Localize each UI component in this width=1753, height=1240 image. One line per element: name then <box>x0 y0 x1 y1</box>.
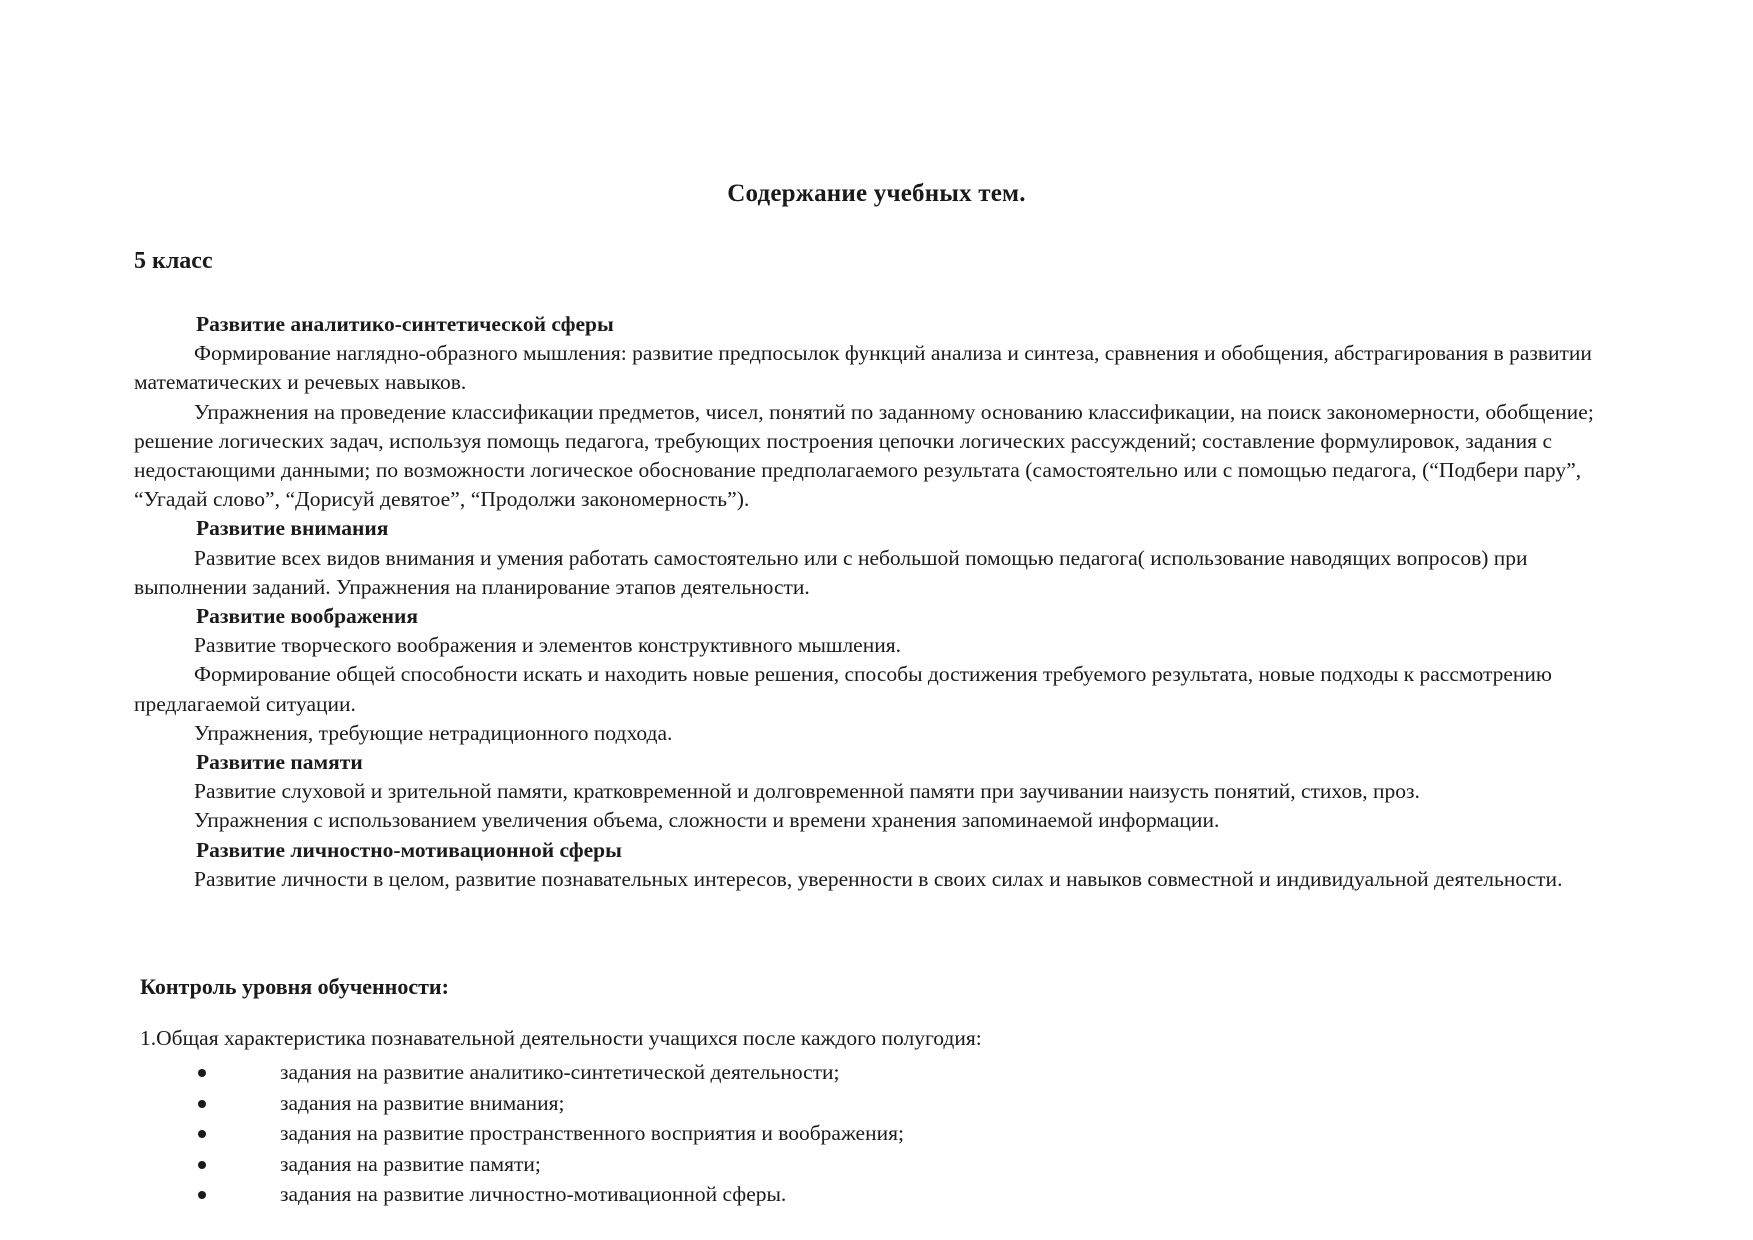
list-item <box>140 1088 904 1119</box>
topics-content <box>134 310 1634 894</box>
section-heading: Развитие личностно-мотивационной сферы <box>196 837 622 862</box>
list-item-text: задания на развитие внимания; <box>280 1090 565 1115</box>
section-heading: Развитие памяти <box>196 750 363 775</box>
paragraph: Упражнения, требующие нетрадиционного подхода. <box>194 720 673 745</box>
section-heading: Развитие внимания <box>196 516 389 541</box>
control-list <box>140 1057 904 1210</box>
page-title: Содержание учебных тем. <box>727 180 1026 207</box>
list-item-text: задания на развитие памяти; <box>280 1151 541 1176</box>
paragraph: Формирование наглядно-образного мышления: развитие предпосылок функций анализа и синтеза, сравнения и обобщения, абстрагирования в развитии математических и речевых навыков. <box>134 341 1592 395</box>
control-intro: 1.Общая характеристика познавательной деятельности учащихся после каждого полугодия: <box>140 1026 982 1050</box>
list-item <box>140 1149 904 1180</box>
list-item <box>140 1057 904 1088</box>
bullet-icon <box>198 1100 206 1108</box>
paragraph: Упражнения на проведение классификации предметов, чисел, понятий по заданному основанию классификации, на поиск закономерности, обобщение; решение логических задач, используя помощь педагога, требующих построения цепочки логических рассуждений; составление формулировок, задания с недостающими данными; по возможности логическое обоснование предполагаемого результата (самостоятельно или с помощью педагога, (“Подбери пару”, “Угадай слово”, “Дорисуй девятое”, “Продолжи закономерность”). <box>134 399 1594 512</box>
list-item <box>140 1118 904 1149</box>
section-heading: Развитие воображения <box>196 604 419 629</box>
section-heading: Развитие аналитико-синтетической сферы <box>196 312 614 336</box>
list-item <box>140 1179 904 1210</box>
list-item-text: задания на развитие пространственного восприятия и воображения; <box>280 1121 904 1145</box>
grade-heading: 5 класс <box>134 248 213 274</box>
list-item-text: задания на развитие личностно-мотивационной сферы. <box>280 1182 787 1206</box>
paragraph: Развитие слуховой и зрительной памяти, кратковременной и долговременной памяти при заучивании наизусть понятий, стихов, проз. <box>194 779 1420 804</box>
bullet-icon <box>198 1130 206 1138</box>
paragraph: Формирование общей способности искать и находить новые решения, способы достижения требуемого результата, новые подходы к рассмотрению предлагаемой ситуации. <box>134 662 1552 716</box>
bullet-icon <box>198 1161 206 1169</box>
paragraph: Развитие всех видов внимания и умения работать самостоятельно или с небольшой помощью педагога( использование наводящих вопросов) при выполнении заданий. Упражнения на планирование этапов деятельности. <box>134 545 1528 599</box>
paragraph: Упражнения с использованием увеличения объема, сложности и времени хранения запоминаемой информации. <box>194 808 1220 833</box>
paragraph: Развитие творческого воображения и элементов конструктивного мышления. <box>194 633 902 658</box>
control-heading: Контроль уровня обученности: <box>140 974 449 999</box>
list-item-text: задания на развитие аналитико-синтетической деятельности; <box>280 1060 840 1084</box>
paragraph: Развитие личности в целом, развитие познавательных интересов, уверенности в своих силах и навыков совместной и индивидуальной деятельности. <box>194 866 1563 891</box>
bullet-icon <box>198 1069 206 1077</box>
bullet-icon <box>198 1191 206 1199</box>
